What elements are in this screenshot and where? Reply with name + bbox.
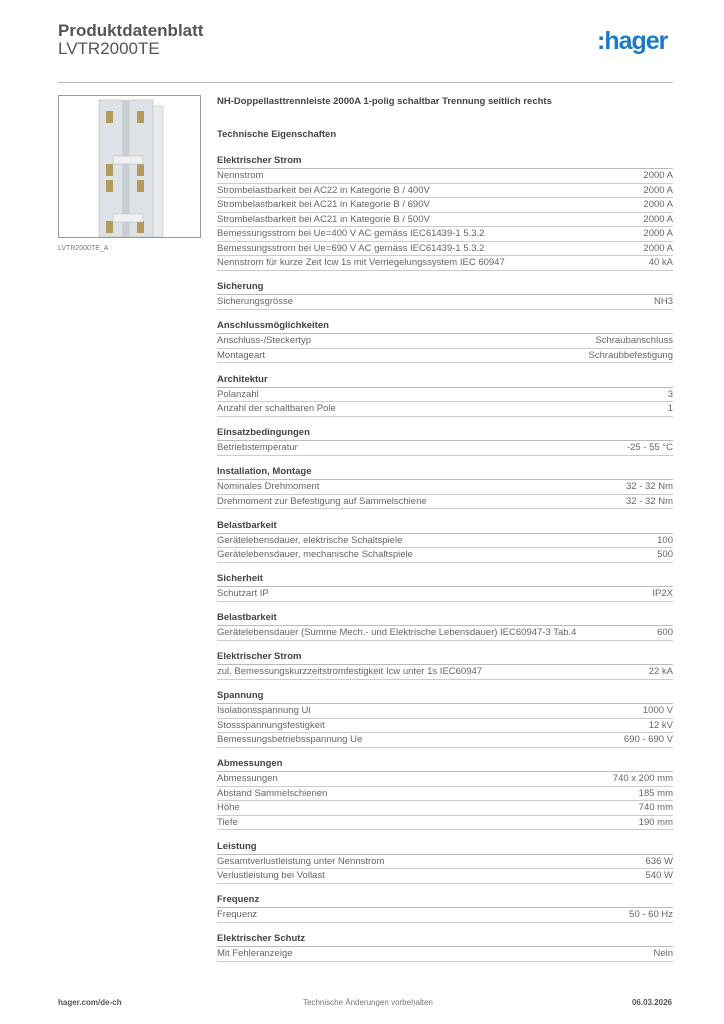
table-row — [217, 947, 673, 962]
section-heading: Einsatzbedingungen — [217, 426, 673, 441]
section-heading: Sicherheit — [217, 572, 673, 587]
spec-label: Frequenz — [217, 909, 258, 920]
table-row — [217, 334, 673, 349]
spec-section — [217, 611, 673, 641]
spec-label: Schutzart IP — [217, 588, 269, 599]
footer-date: 06.03.2026 — [631, 998, 672, 1007]
spec-label: Nominales Drehmoment — [217, 481, 320, 492]
table-row — [217, 495, 673, 510]
spec-value: 740 mm — [638, 802, 673, 813]
spec-section — [217, 893, 673, 923]
spec-value: 636 W — [645, 855, 673, 867]
spec-label: Anzahl der schaltbaren Pole — [217, 403, 336, 414]
spec-section — [217, 154, 673, 271]
table-row — [217, 816, 673, 831]
spec-value: -25 - 55 °C — [626, 442, 673, 453]
spec-section — [217, 319, 673, 363]
spec-label: Mit Fehleranzeige — [217, 948, 293, 959]
spec-value: 540 W — [645, 870, 673, 881]
section-heading: Belastbarkeit — [217, 519, 673, 534]
table-row — [217, 169, 673, 184]
spec-value: 2000 A — [643, 213, 673, 225]
spec-label: Bemessungsstrom bei Ue=690 V AC gemäss IEC61439-1 5.3.2 — [217, 242, 485, 254]
spec-label: Höhe — [217, 802, 240, 813]
spec-sections — [217, 154, 673, 962]
section-heading: Abmessungen — [217, 757, 673, 772]
header-divider — [58, 82, 673, 83]
spec-value: 2000 A — [643, 242, 673, 254]
section-heading: Frequenz — [217, 893, 673, 908]
spec-value: 22 kA — [648, 666, 673, 677]
spec-label: Drehmoment zur Befestigung auf Sammelschiene — [217, 495, 427, 507]
spec-section — [217, 757, 673, 830]
spec-content — [217, 96, 673, 971]
section-heading: Elektrischer Strom — [217, 154, 673, 169]
table-row — [217, 772, 673, 787]
image-caption: LVTR2000TE_A — [58, 245, 109, 252]
hager-logo: :hager — [597, 27, 668, 55]
spec-label: Bemessungsstrom bei Ue=400 V AC gemäss IEC61439-1 5.3.2 — [217, 228, 485, 239]
table-row — [217, 534, 673, 549]
table-row — [217, 855, 673, 870]
table-row — [217, 733, 673, 748]
spec-label: Gerätelebensdauer (Summe Mech.- und Elektrische Lebensdauer) IEC60947-3 Tab.4 — [217, 627, 577, 638]
table-row — [217, 704, 673, 719]
spec-value: 100 — [657, 534, 673, 546]
spec-section — [217, 426, 673, 456]
spec-label: Abstand Sammelschienen — [217, 787, 328, 799]
section-heading: Leistung — [217, 840, 673, 855]
table-row — [217, 349, 673, 364]
table-row — [217, 869, 673, 884]
spec-value: Schraubbefestigung — [588, 349, 673, 361]
spec-section — [217, 373, 673, 417]
spec-label: Stossspannungsfestigkeit — [217, 719, 325, 731]
table-row — [217, 626, 673, 641]
spec-label: Sicherungsgrösse — [217, 296, 294, 307]
spec-value: 2000 A — [643, 170, 673, 181]
tech-heading: Technische Eigenschaften — [217, 129, 337, 140]
table-row — [217, 256, 673, 271]
spec-value: 740 x 200 mm — [612, 773, 673, 784]
spec-label: Anschluss-/Steckertyp — [217, 335, 311, 346]
section-heading: Installation, Montage — [217, 465, 673, 480]
spec-value: 1 — [667, 403, 673, 414]
spec-value: 185 mm — [638, 787, 673, 799]
spec-label: Strombelastbarkeit bei AC22 in Kategorie B / 400V — [217, 184, 430, 196]
spec-value: 190 mm — [638, 816, 673, 828]
spec-value: 32 - 32 Nm — [626, 495, 673, 507]
spec-section — [217, 465, 673, 509]
spec-value: NH3 — [653, 296, 673, 307]
spec-label: Strombelastbarkeit bei AC21 in Kategorie B / 690V — [217, 199, 430, 210]
spec-section — [217, 650, 673, 680]
spec-label: Gerätelebensdauer, mechanische Schaltspiele — [217, 549, 413, 560]
spec-value: 1000 V — [642, 705, 673, 716]
spec-label: Nennstrom — [217, 170, 264, 181]
table-row — [217, 295, 673, 310]
product-image — [58, 95, 201, 238]
spec-value: 2000 A — [643, 228, 673, 239]
page-title: Produktdatenblatt — [58, 21, 204, 40]
table-row — [217, 441, 673, 456]
spec-section — [217, 572, 673, 602]
spec-value: 500 — [657, 549, 673, 560]
spec-section — [217, 932, 673, 962]
product-code: LVTR2000TE — [58, 39, 160, 58]
spec-label: Polanzahl — [217, 388, 259, 400]
table-row — [217, 198, 673, 213]
table-row — [217, 587, 673, 602]
footer-website[interactable]: hager.com/de-ch — [58, 998, 122, 1007]
section-heading: Belastbarkeit — [217, 611, 673, 626]
product-description: NH-Doppellasttrennleiste 2000A 1-polig schaltbar Trennung seitlich rechts — [217, 96, 552, 107]
table-row — [217, 787, 673, 802]
spec-value: 32 - 32 Nm — [626, 481, 673, 492]
footer-note: Technische Änderungen vorbehalten — [303, 998, 433, 1007]
table-row — [217, 242, 673, 257]
table-row — [217, 402, 673, 417]
spec-value: 600 — [657, 627, 673, 638]
table-row — [217, 227, 673, 242]
spec-value: Nein — [653, 948, 673, 959]
spec-label: Nennstrom für kurze Zeit Icw 1s mit Verriegelungssystem IEC 60947 — [217, 257, 505, 268]
section-heading: Elektrischer Schutz — [217, 932, 673, 947]
table-row — [217, 801, 673, 816]
spec-label: Tiefe — [217, 816, 238, 828]
spec-section — [217, 280, 673, 310]
table-row — [217, 665, 673, 680]
table-row — [217, 548, 673, 563]
spec-value: 2000 A — [643, 199, 673, 210]
spec-label: Abmessungen — [217, 773, 278, 784]
table-row — [217, 719, 673, 734]
section-heading: Elektrischer Strom — [217, 650, 673, 665]
spec-value: 690 - 690 V — [623, 734, 673, 745]
spec-value: 40 kA — [648, 257, 673, 268]
spec-label: Strombelastbarkeit bei AC21 in Kategorie B / 500V — [217, 213, 430, 225]
spec-section — [217, 840, 673, 884]
section-heading: Spannung — [217, 689, 673, 704]
table-row — [217, 388, 673, 403]
spec-value: 2000 A — [643, 184, 673, 196]
section-heading: Anschlussmöglichkeiten — [217, 319, 673, 334]
spec-label: Verlustleistung bei Vollast — [217, 870, 325, 881]
spec-label: Gesamtverlustleistung unter Nennstrom — [217, 855, 385, 867]
spec-value: 3 — [667, 388, 673, 400]
table-row — [217, 184, 673, 199]
spec-value: 50 - 60 Hz — [629, 909, 673, 920]
spec-value: 12 kV — [648, 719, 673, 731]
spec-value: IP2X — [652, 588, 673, 599]
spec-label: zul. Bemessungskurzzeitstromfestigkeit Icw unter 1s IEC60947 — [217, 666, 483, 677]
section-heading: Sicherung — [217, 280, 673, 295]
spec-section — [217, 689, 673, 748]
spec-label: Isolationsspannung Ui — [217, 705, 311, 716]
spec-label: Bemessungsbetriebsspannung Ue — [217, 734, 363, 745]
spec-label: Gerätelebensdauer, elektrische Schaltspiele — [217, 534, 403, 546]
table-row — [217, 480, 673, 495]
spec-label: Betriebstemperatur — [217, 442, 298, 453]
table-row — [217, 213, 673, 228]
spec-label: Montageart — [217, 349, 266, 361]
table-row — [217, 908, 673, 923]
spec-section — [217, 519, 673, 563]
spec-value: Schraubanschluss — [595, 335, 673, 346]
section-heading: Architektur — [217, 373, 673, 388]
